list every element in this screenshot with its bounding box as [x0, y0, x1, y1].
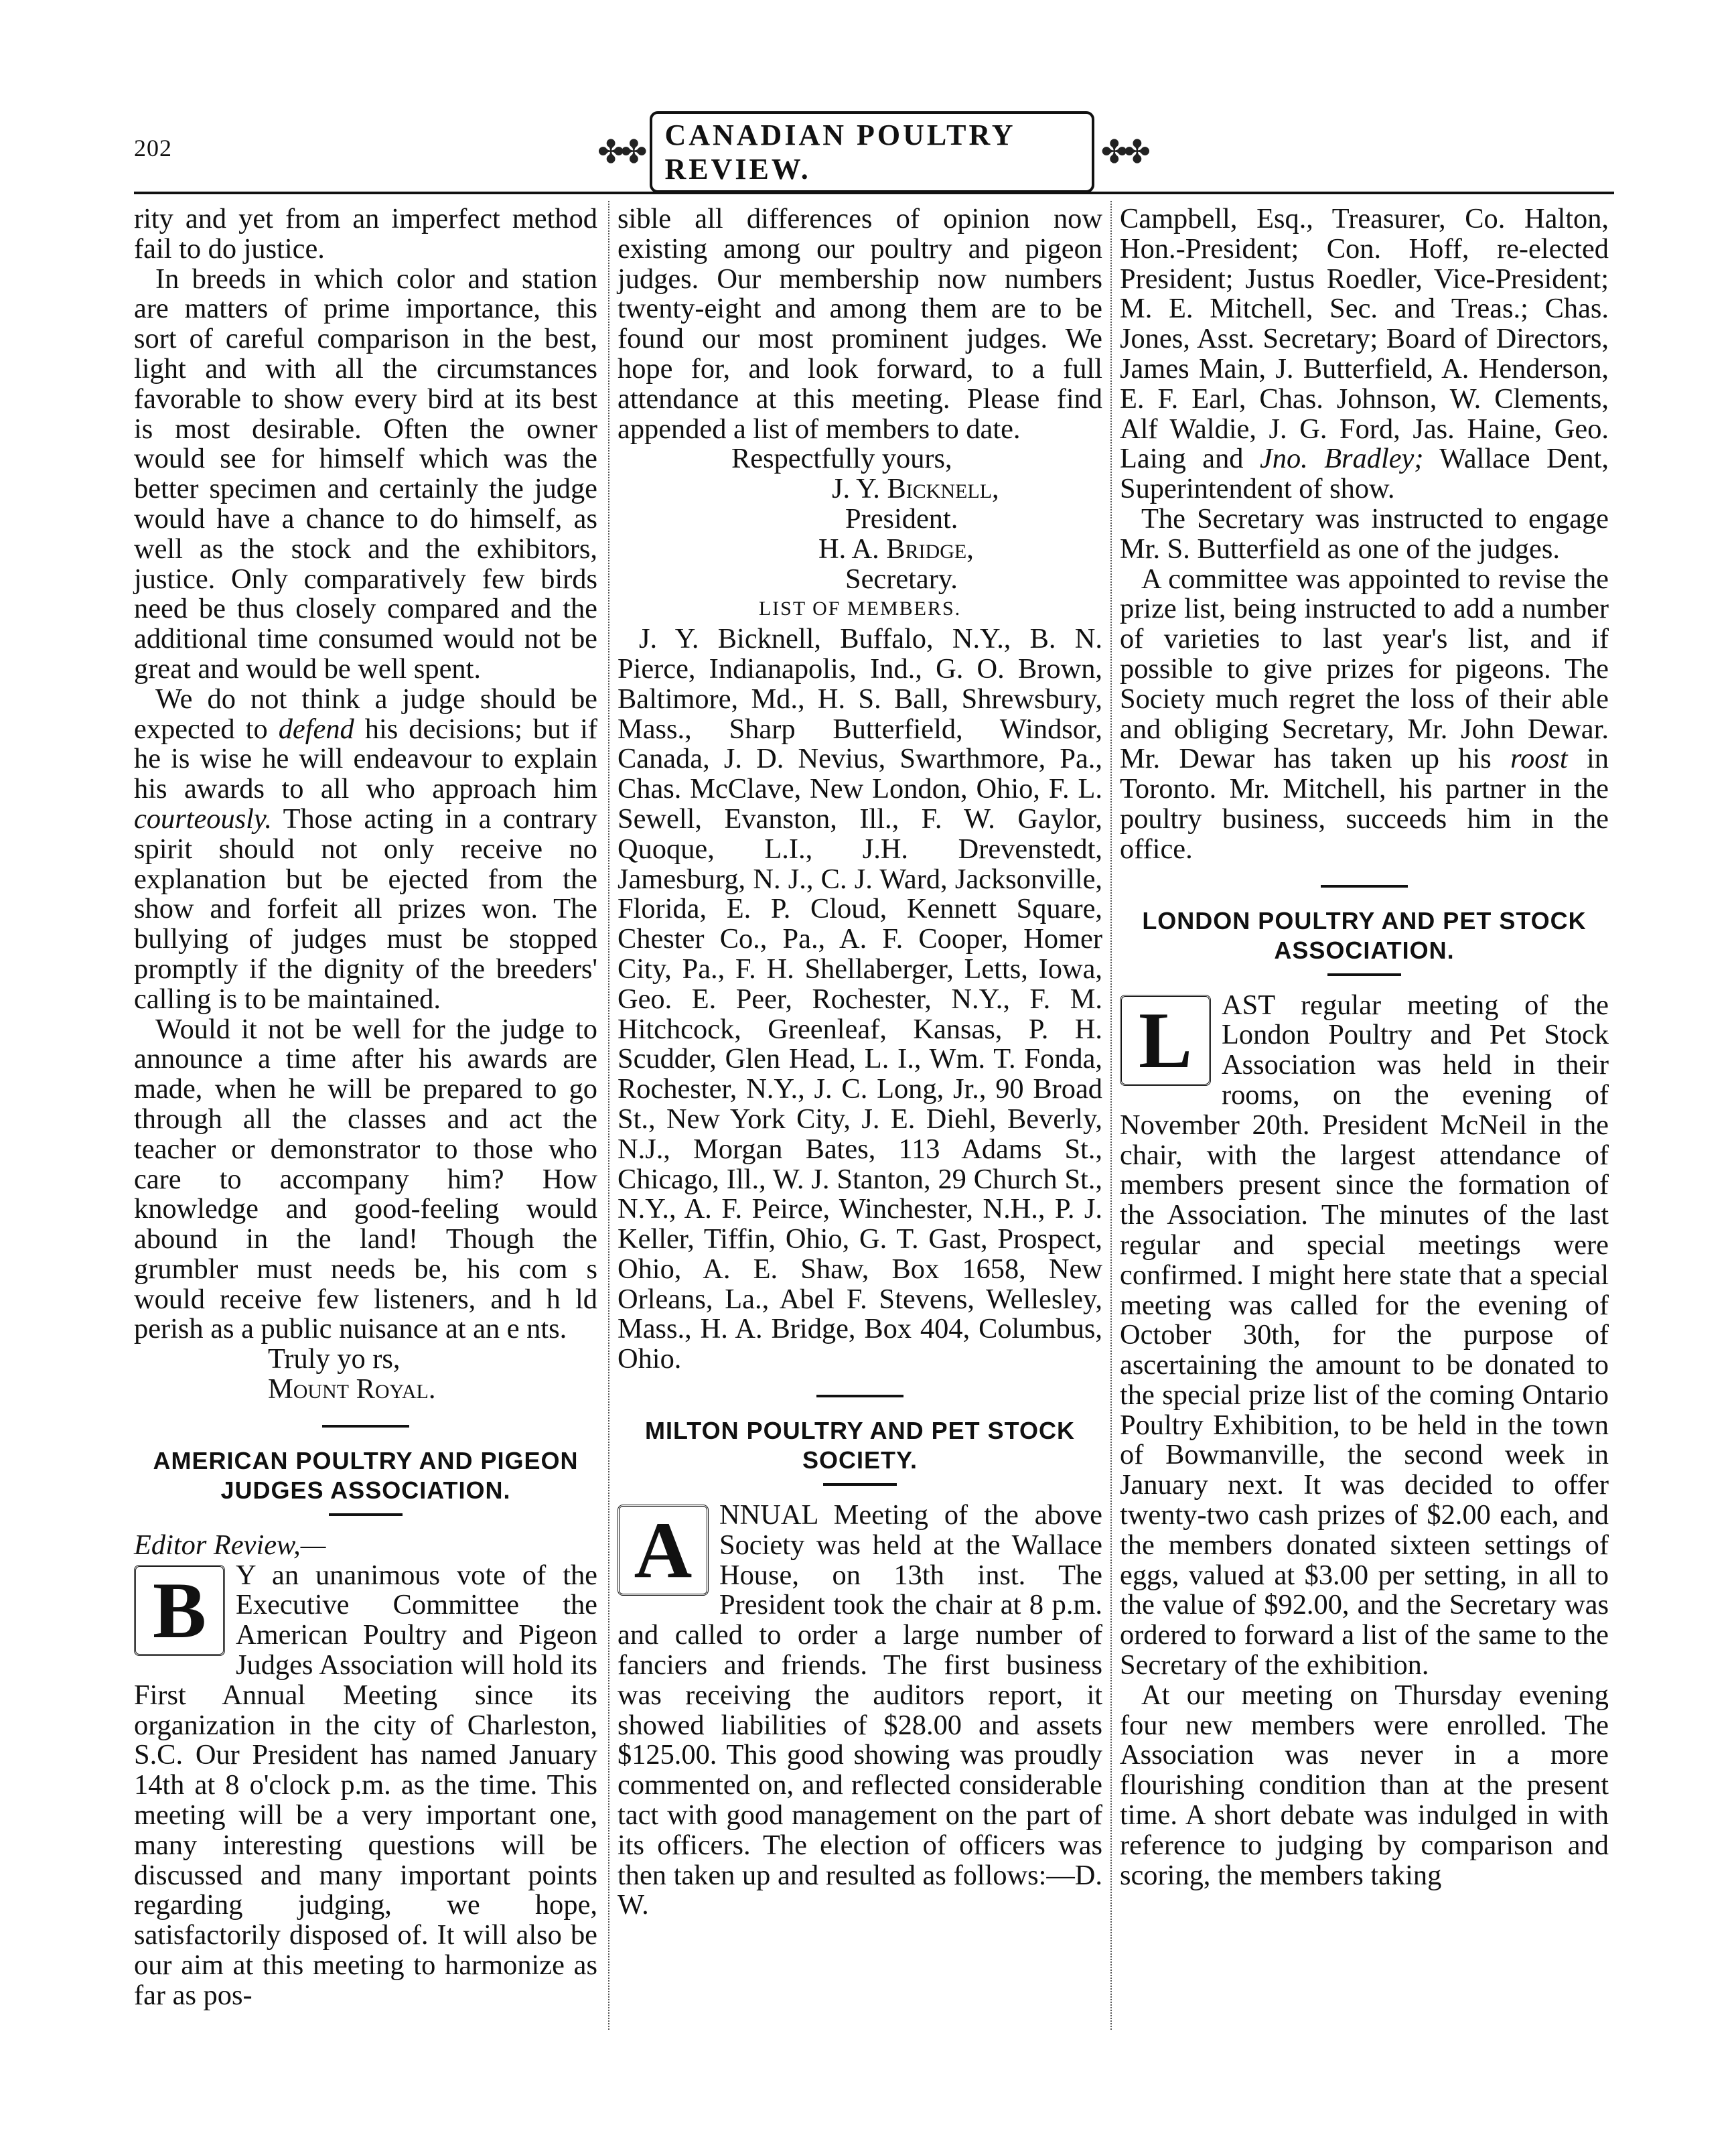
member-list: J. Y. Bicknell, Buffalo, N.Y., B. N. Pierce, Indianapolis, Ind., G. O. Brown, Baltimore, Md., H. S. Ball, Shrewsbury, Mass., Sharp Butterfield, Windsor, Canada, J. D. Nevius, Swarthmore, Pa., Chas. McClave, New London, Ohio, F. L. Sewell, Evanston, Ill., F. W. Gaylor, Quoque, L.I., J.H. Drevenstedt, Jamesburg, N. J., C. J. Ward, Jacksonville, Florida, E. P. Cloud, Kennett Square, Chester Co., Pa., A. F. Cooper, Homer City, Pa., F. H. Shellaberger, Letts, Iowa, Geo. E. Peer, Rochester, N.Y., F. M. Hitchcock, Greenleaf, Kansas, P. H. Scudder, Glen Head, L. I., Wm. T. Fonda, Rochester, N.Y., J. C. Long, Jr., 90 Broad St., New York City, J. E. Diehl, Beverly, N.J., Morgan Bates, 113 Adams St., Chicago, Ill., W. J. Stanton, 29 Church St., N.Y., A. F. Peirce, Winchester, N.H., P. J. Keller, Tiffin, Ohio, G. T. Gast, Prospect, Ohio, A. E. Shaw, Box 1658, New Orleans, La., Abel F. Stevens, Wellesley, Mass., H. A. Bridge, Box 404, Columbus, Ohio. — [618, 623, 1102, 1375]
emphasis: roost — [1510, 743, 1568, 775]
paragraph: NNUAL Meeting of the above Society was held at the Wallace House, on 13th inst. The President took the chair at 8 p.m. and called to order a large number of fanciers and friends. The first business was receiving the auditors report, it showed liabilities of $28.00 and assets $125.00. This good showing was proudly commented on, and reflected considerable tact with good management on the part of its officers. The election of officers was then taken up and resulted as follows:—D. W. — [618, 1499, 1103, 1921]
column-divider — [608, 201, 609, 2030]
drop-cap-letter: L — [1120, 995, 1211, 1086]
column-divider — [1110, 201, 1112, 2030]
paragraph: rity and yet from an imperfect method fail to do justice. — [134, 203, 597, 265]
column-3 — [1120, 204, 1609, 2047]
left-ornament-icon: ✤✤ — [597, 135, 644, 170]
signature-name: Mount Royal. — [268, 1373, 436, 1405]
masthead — [597, 115, 1147, 189]
signature-closing: Truly yo rs, — [268, 1343, 401, 1375]
paragraph: Would it not be well for the judge to announce a time after his awards are made, when he will be prepared to go through all the classes and act the teacher or demonstrator to those who care to accompany him? How knowledge and good-feeling would abound in the land! Though the grumbler must needs be, his com s would receive few listeners, and h ld perish as a public nuisance at an e nts. — [134, 1013, 597, 1345]
section-separator — [816, 1395, 903, 1397]
drop-cap-letter: B — [134, 1565, 225, 1656]
text-run: Those acting in a contrary spirit should not only receive no explanation but be ejected from the show and forfeit all prizes won. The bullying of judges must be stopped promptly if the dignity of the breeders' calling is to be maintained. — [134, 803, 597, 1015]
section-separator — [1321, 885, 1408, 888]
column-1 — [134, 204, 597, 2047]
header-rule — [134, 192, 1614, 194]
paragraph: At our meeting on Thursday evening four new members were enrolled. The Association was never in a more flourishing condition than at the present time. A short debate was indulged in with reference to judging by comparison and scoring, the members taking — [1120, 1679, 1609, 1891]
drop-cap-letter: A — [618, 1505, 709, 1596]
president-name: J. Y. Bicknell, — [832, 473, 999, 505]
text-run: A committee was appointed to revise the prize list, being instructed to add a number of varieties to last year's list, and if possible to give prizes for pigeons. The Society much regret the loss of their able and obliging Secretary, Mr. John Dewar. Mr. Dewar has taken up his — [1120, 563, 1609, 775]
paragraph — [1120, 204, 1609, 504]
list-heading: LIST OF MEMBERS. — [758, 598, 962, 620]
section-separator — [322, 1425, 409, 1428]
right-ornament-icon: ✤✤ — [1100, 135, 1147, 170]
paragraph — [1120, 565, 1609, 865]
paragraph: The Secretary was instructed to engage Mr. S. Butterfield as one of the judges. — [1120, 502, 1609, 565]
salutation: Editor Review,— — [134, 1529, 326, 1561]
paragraph — [134, 685, 597, 1015]
section-heading: AMERICAN POULTRY AND PIGEON JUDGES ASSOCIATION. — [153, 1446, 579, 1504]
text-run: in Toronto. Mr. Mitchell, his partner in the poultry business, succeeds him in the office. — [1120, 743, 1609, 865]
section-heading: MILTON POULTRY AND PET STOCK SOCIETY. — [644, 1417, 1076, 1474]
president-title: President. — [845, 502, 958, 535]
column-2 — [618, 204, 1102, 2047]
paragraph: Y an unanimous vote of the Executive Committee the American Poultry and Pigeon Judges Association will hold its First Annual Meeting since its organization in the city of Charleston, S.C. Our President has named January 14th at 8 o'clock p.m. as the time. This meeting will be a very important one, many interesting questions will be discussed and many important points regarding judging, we hope, satisfactorily disposed of. It will also be our aim at this meeting to harmonize as far as pos- — [134, 1559, 597, 2011]
text-run: We do not think a judge should be expected to — [134, 683, 597, 745]
emphasis: Jno. Bradley; — [1259, 443, 1424, 475]
text-run: Campbell, Esq., Treasurer, Co. Halton, Hon.-President; Con. Hoff, re-elected President; Justus Roedler, Vice-President; M. E. Mitchell, Sec. and Treas.; Chas. Jones, Asst. Secretary; Board of Directors, James Main, J. Butterfield, A. Henderson, E. F. Earl, Chas. Johnson, W. Clements, Alf Waldie, J. G. Ford, Jas. Haine, Geo. Laing and — [1120, 203, 1609, 475]
page-number: 202 — [134, 135, 172, 161]
paragraph: AST regular meeting of the London Poultry and Pet Stock Association was held in their rooms, on the evening of November 20th. President McNeil in the chair, with the largest attendance of members present since the formation of the Association. The minutes of the last regular and special meetings were confirmed. I might here state that a special meeting was called for the evening of October 30th, for the purpose of ascertaining the amount to be donated to the special prize list of the coming Ontario Poultry Exhibition, to be held in the town of Bowmanville, the second week in January next. It was decided to offer twenty-two cash prizes of $2.00 each, and the members donated sixteen settings of eggs, valued at $3.00 per setting, in all to the value of $92.00, and the Secretary was ordered to forward a list of the same to the Secretary of the exhibition. — [1120, 989, 1609, 1681]
paragraph: In breeds in which color and station are matters of prime importance, this sort of careful comparison in the best, light and with all the circumstances favorable to show every bird at its best is most desirable. Often the owner would see for himself which was the better specimen and certainly the judge would have a chance to do himself, as well as the stock and the exhibitors, justice. Only comparatively few birds need be thus closely compared and the additional time consumed would not be great and would be well spent. — [134, 263, 597, 685]
section-heading: LONDON POULTRY AND PET STOCK ASSOCIATION. — [1142, 906, 1587, 964]
text-run: Wallace Dent, Superintendent of show. — [1120, 443, 1609, 505]
secretary-name: H. A. Bridge, — [818, 533, 974, 565]
section-separator — [823, 1483, 897, 1486]
emphasis: defend — [278, 713, 354, 745]
letter-closing: Respectfully yours, — [731, 443, 952, 475]
emphasis: courteously. — [134, 803, 273, 835]
paragraph: sible all differences of opinion now existing among our poultry and pigeon judges. Our membership now numbers twenty-eight and among them are to be found our most prominent judges. We hope for, and look forward, to a full attendance at this meeting. Please find appended a list of members to date. — [618, 203, 1102, 445]
text-run: his decisions; but if he is wise he will endeavour to explain his awards to all who approach him — [134, 713, 597, 805]
secretary-title: Secretary. — [845, 563, 958, 595]
section-separator — [1327, 973, 1401, 976]
section-separator — [329, 1513, 403, 1516]
masthead-title: CANADIAN POULTRY REVIEW. — [650, 111, 1094, 193]
